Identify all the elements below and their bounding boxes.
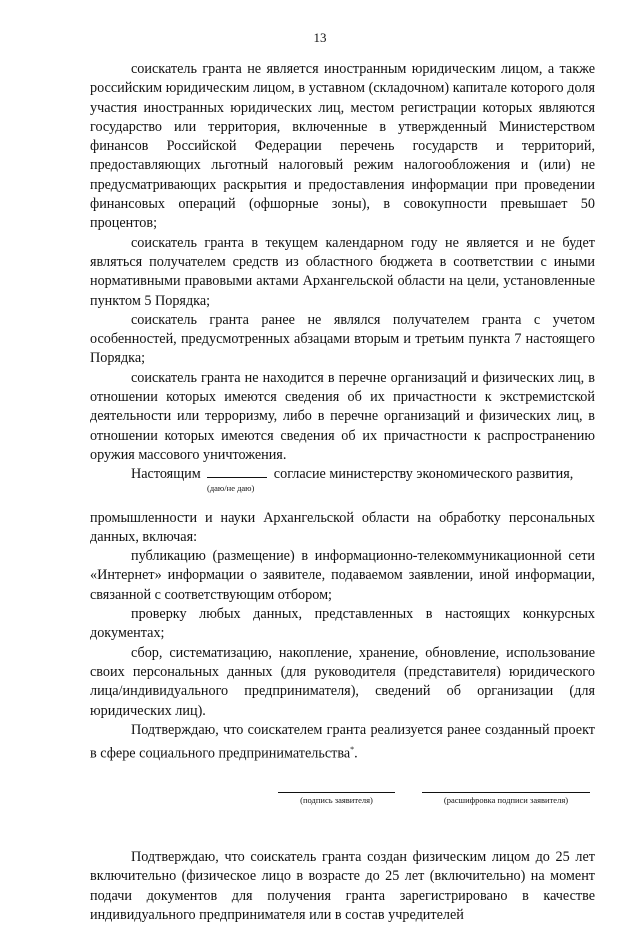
paragraph-previous-grant: соискатель гранта ранее не являлся получателем гранта с учетом особенностей, предусмотренных абзацами вторым и третьим пункта 7 настоящего Порядка; bbox=[90, 311, 595, 367]
page-number: 13 bbox=[313, 30, 327, 45]
consent-continuation: промышленности и науки Архангельской области на обработку персональных данных, включая: bbox=[90, 509, 595, 545]
signature-line[interactable] bbox=[278, 792, 395, 793]
signature-block bbox=[90, 792, 595, 822]
consent-item-publication: публикацию (размещение) в информационно-телекоммуникационной сети «Интернет» информации о заявителе, подаваемом заявлении, иной информации, связанной с соответствующим отбором; bbox=[90, 548, 595, 603]
consent-hint: (даю/не даю) bbox=[207, 482, 255, 493]
paragraph-budget-funds: соискатель гранта в текущем календарном году не является и не будет являться получателем средств из областного бюджета в соответствии с иными нормативными правовыми актами Архангельской области на цели, установленные пунктом 5 Порядка; bbox=[90, 234, 595, 309]
consent-item-processing: сбор, систематизацию, накопление, хранение, обновление, использование своих персональных данных (для руководителя (представителя) юридического лица/индивидуального предпринимателя), сведений об организации (для юридических лиц). bbox=[90, 644, 595, 719]
consent-lead: Настоящим bbox=[131, 466, 201, 483]
footnote-mark: * bbox=[350, 745, 355, 755]
confirmation-social-entrepreneurship bbox=[90, 721, 595, 764]
document-body bbox=[90, 60, 595, 925]
paragraph-young-founder: Подтверждаю, что соискатель гранта создан физическим лицом до 25 лет включительно (физическое лицо в возрасте до 25 лет (включительно) на момент подачи документов для получения гранта зарегистрировано в качестве индивидуального предпринимателя или в состав учредителей bbox=[90, 849, 595, 924]
signature-decoding-line[interactable] bbox=[422, 792, 590, 793]
consent-blank-field[interactable] bbox=[207, 465, 267, 478]
signature-decoding-caption: (расшифровка подписи заявителя) bbox=[443, 795, 569, 806]
consent-item-verification: проверку любых данных, представленных в настоящих конкурсных документах; bbox=[90, 606, 595, 642]
confirmation-end: . bbox=[354, 745, 358, 762]
confirmation-text: Подтверждаю, что соискателем гранта реализуется ранее созданный проект в сфере социального предпринимательства bbox=[90, 721, 595, 762]
paragraph-extremism-list: соискатель гранта не находится в перечне организаций и физических лиц, в отношении которых имеются сведения об их причастности к экстремистской деятельности или терроризму, либо в перечне организаций и физических лиц, в отношении которых имеются сведения об их причастности к распространению оружия массового уничтожения. bbox=[90, 369, 595, 463]
paragraph-foreign-entity: соискатель гранта не является иностранным юридическим лицом, а также российским юридическим лицом, в уставном (складочном) капитале которого доля участия иностранных юридических лиц, местом регистрации которых являются государство или территория, включенные в утвержденный Министерством финансов Российской Федерации перечень государств и территорий, предоставляющих льготный налоговый режим налогообложения и (или) не предусматривающих раскрытия и предоставления информации при проведении финансовых операций (офшорные зоны), в совокупности превышает 50 процентов; bbox=[90, 61, 595, 232]
consent-line bbox=[90, 465, 595, 484]
consent-after-blank: согласие министерству экономического развития, bbox=[273, 466, 574, 483]
signature-caption: (подпись заявителя) bbox=[300, 795, 373, 806]
